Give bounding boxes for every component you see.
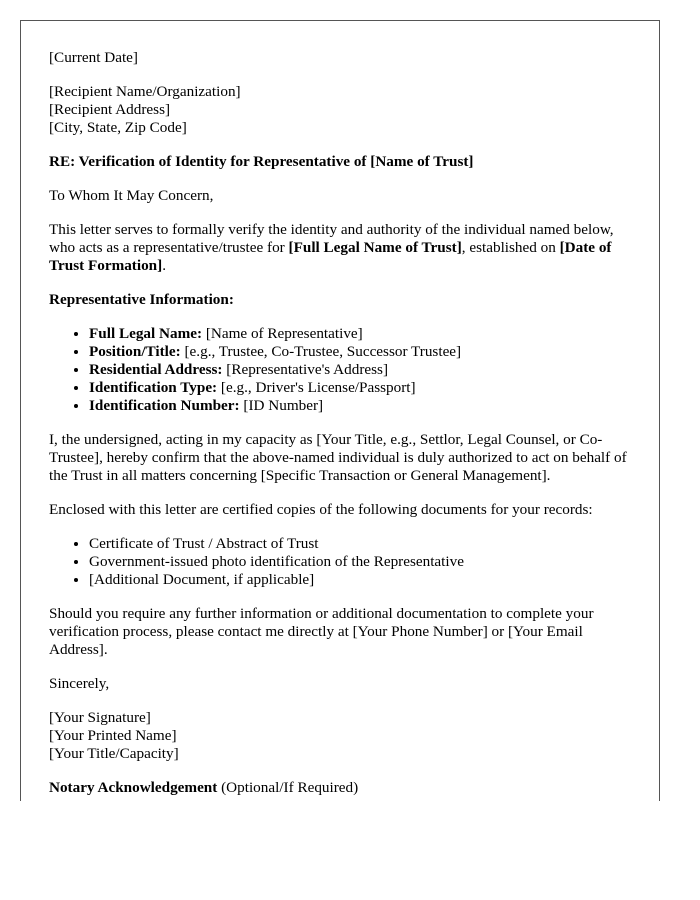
recipient-block	[49, 83, 631, 137]
recipient-address: [Recipient Address]	[49, 101, 171, 118]
rep-heading	[49, 291, 631, 309]
rep-info-value: [ID Number]	[239, 397, 324, 414]
enclosed-intro: Enclosed with this letter are certified copies of the following documents for your records:	[49, 501, 593, 518]
printed-name-line: [Your Printed Name]	[49, 727, 177, 744]
rep-info-label: Full Legal Name:	[89, 325, 203, 342]
rep-info-item	[89, 397, 631, 415]
authority-paragraph: I, the undersigned, acting in my capacity as [Your Title, e.g., Settlor, Legal Counsel, or Co-Trustee], hereby confirm that the above-named individual is duly authorized to act on behalf of the Trust in all matters concerning [Specific Transaction or General Management].	[49, 431, 627, 484]
rep-info-item	[89, 325, 631, 343]
title-line: [Your Title/Capacity]	[49, 745, 179, 762]
intro-text-before: This letter serves to formally verify the identity and authority of the individual named below, who acts as a representative/trustee for	[49, 221, 614, 256]
signature-line: [Your Signature]	[49, 709, 151, 726]
intro-trust-name: [Full Legal Name of Trust]	[288, 239, 462, 256]
rep-info-label: Position/Title:	[89, 343, 181, 360]
rep-info-value: [Representative's Address]	[222, 361, 389, 378]
notary-heading	[49, 779, 631, 797]
intro-text-after: .	[162, 257, 166, 274]
notary-heading-text: Notary Acknowledgement	[49, 779, 218, 796]
rep-info-item	[89, 379, 631, 397]
rep-info-item	[89, 361, 631, 379]
closing: Sincerely,	[49, 675, 110, 692]
intro-paragraph	[49, 221, 631, 275]
letter-date: [Current Date]	[49, 49, 138, 66]
notary-note: (Optional/If Required)	[217, 779, 359, 796]
enclosure-item: • Certificate of Trust / Abstract of Trust	[89, 535, 631, 553]
letter-content	[21, 21, 659, 797]
subject-text: RE: Verification of Identity for Representative of [Name of Trust]	[49, 153, 474, 170]
rep-heading-text: Representative Information:	[49, 291, 234, 308]
enclosure-item: • Government-issued photo identification of the Representative	[89, 553, 631, 571]
letter-page	[20, 20, 660, 801]
rep-info-value: [e.g., Driver's License/Passport]	[217, 379, 416, 396]
recipient-name: [Recipient Name/Organization]	[49, 83, 241, 100]
enclosure-item: • [Additional Document, if applicable]	[89, 571, 631, 589]
rep-info-label: Residential Address:	[89, 361, 223, 378]
subject-line	[49, 153, 631, 171]
rep-info-value: [e.g., Trustee, Co-Trustee, Successor Trustee]	[180, 343, 462, 360]
rep-info-list	[49, 325, 631, 415]
rep-info-value: [Name of Representative]	[202, 325, 363, 342]
rep-info-label: Identification Type:	[89, 379, 218, 396]
rep-info-label: Identification Number:	[89, 397, 240, 414]
recipient-city: [City, State, Zip Code]	[49, 119, 187, 136]
intro-trust-date: [Date of Trust Formation]	[49, 239, 612, 274]
enclosures-list	[49, 535, 631, 589]
contact-paragraph: Should you require any further information or additional documentation to complete your verification process, please contact me directly at [Your Phone Number] or [Your Email Address].	[49, 605, 594, 658]
salutation: To Whom It May Concern,	[49, 187, 214, 204]
signature-block	[49, 709, 631, 763]
rep-info-item	[89, 343, 631, 361]
intro-text-middle: , established on	[461, 239, 560, 256]
